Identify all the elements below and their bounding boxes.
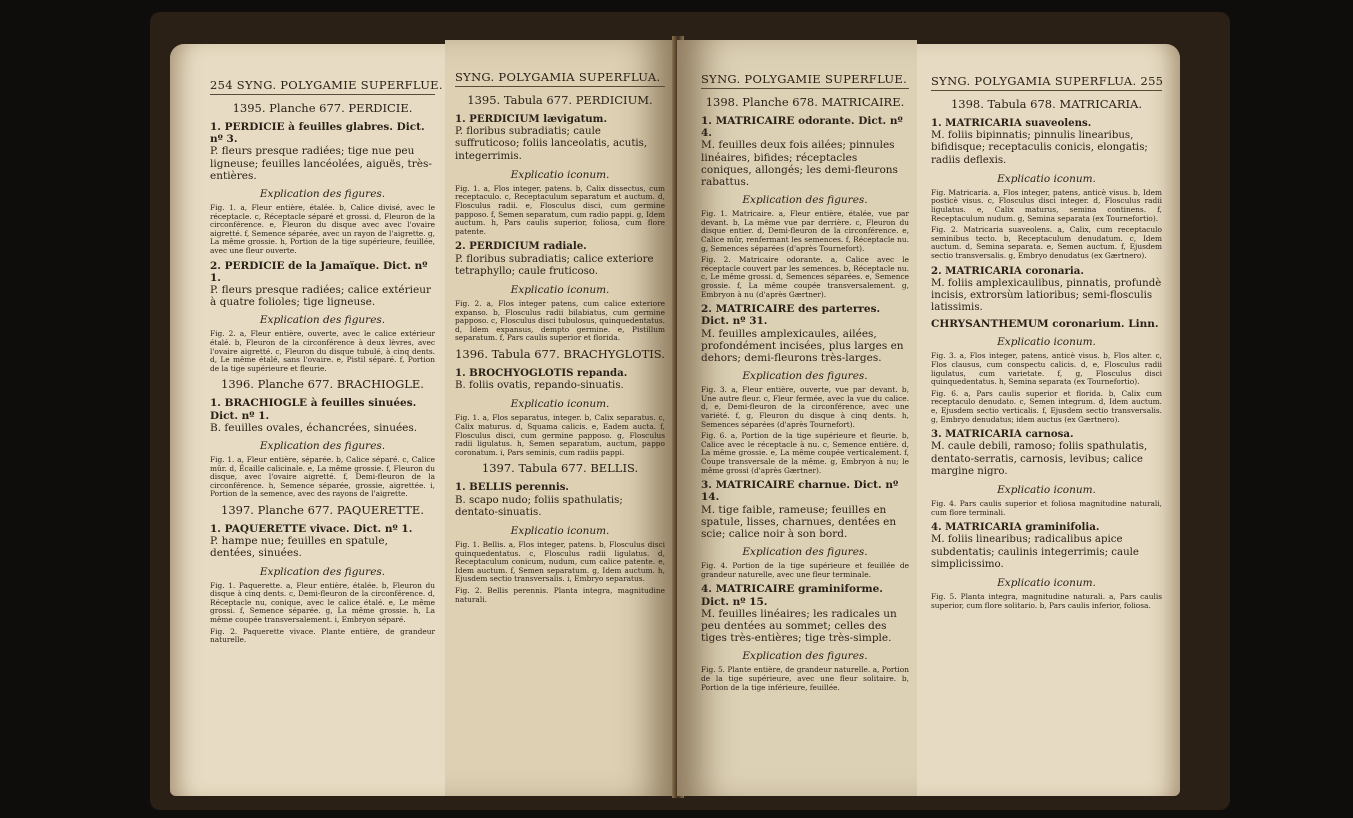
figure-caption: Fig. 1. Paquerette. a, Fleur entière, étalée. b, Fleuron du disque à cinq dents. c, Demi-fleuron de la circonférence. d, Réceptacle nu, conique, avec le calice étalé. e, Le même grossi. f, Semence séparée. g, La même grossie. h, La même coupée transversalement. i, Embryon séparé. [210,580,435,624]
figure-caption: Fig. 4. Pars caulis superior et foliosa magnitudine naturali, cum flore terminali. [931,498,1162,517]
figure-caption: Fig. 2. Bellis perennis. Planta integra, magnitudine naturali. [455,585,665,604]
explication-heading: Explication des figures. [742,370,868,383]
figure-caption: Fig. 6. a, Portion de la tige supérieure et fleurie. b, Calice avec le réceptacle à nu. c, Semence entière. d, La même grossie. e, La même coupée verticalement. f, Coupe transversale de la même. g, Embryon à nu; le même grossi (d'après Gærtner). [701,431,909,475]
explication-heading: Explication des figures. [742,194,868,207]
figure-caption: Fig. 1. Bellis. a, Flos integer, patens. b, Flosculus disci quinquedentatus. c, Flosculus radii ligulatus. d, Receptaculum conicum, nudum, cum calice patente. e, Idem auctum. f, Semen separatum. g, Idem auctum. h, Ejusdem sectio transversalis. i, Embryo separatus. [455,539,665,584]
page-header: SYNG. POLYGAMIA SUPERFLUA. [455,70,665,87]
explication-heading: Explication des figures. [742,650,868,663]
plate-heading: 1398. Tabula 678. MATRICARIA. [950,97,1143,111]
explication-heading: Explicatio iconum. [997,336,1096,349]
explication-heading: Explication des figures. [259,439,386,452]
figure-caption: Fig. 2. Paquerette vivace. Plante entière, de grandeur naturelle. [210,626,435,645]
species-entry: 3. MATRICARIA carnosa. M. caule debili, ramoso; foliis spathulatis, dentato-serratis, carnosis, levibus; calice margine nigro. [931,428,1148,477]
figure-caption: Fig. 1. a, Fleur entière, séparée. b, Calice séparé. c, Calice mûr. d, Écaille calicinale. e, La même grossie. f, Fleuron du disque, avec l'ovaire aigretté. f, Demi-fleuron de la circonférence. h, Semence séparée, grossie, aigrettée. i, Portion de la semence, avec des rayons de l'aigrette. [210,454,435,499]
plate-heading: 1396. Tabula 677. BRACHYGLOTIS. [455,346,665,361]
species-entry: 2. PERDICIE de la Jamaïque. Dict. nº 1. P. fleurs presque radiées; calice extérieur à quatre folioles; tige ligneuse. [210,259,431,309]
species-entry: 2. MATRICARIA coronaria. M. foliis amplexicaulibus, pinnatis, profundè incisis, extrorsùm latioribus; semi-flosculis latissimis. [931,264,1162,314]
explication-heading: Explicatio iconum. [997,576,1096,589]
plate-heading: 1395. Tabula 677. PERDICIUM. [467,93,653,107]
explication-heading: Explication des figures. [742,546,868,559]
species-entry: 1. PAQUERETTE vivace. Dict. nº 1. P. hampe nue; feuilles en spatule, dentées, sinuées. [210,522,413,560]
figure-caption: Fig. 2. a, Fleur entière, ouverte, avec le calice extérieur étalé. b, Fleuron de la circonférence à deux lèvres, avec l'ovaire aigretté. c, Fleuron du disque tubulé, à cinq dents. d, Le même étalé, sans l'ovaire. e, Pistil séparé. f, Portion de la tige supérieure et fleurie. [210,329,435,373]
page-header: SYNG. POLYGAMIA SUPERFLUA. 255 [931,74,1162,91]
species-entry: 1. PERDICIUM lævigatum. P. floribus subradiatis; caule suffruticoso; foliis lanceolatis, acutis, integerrimis. [455,113,648,162]
figure-caption: Fig. 1. a, Fleur entière, étalée. b, Calice divisé, avec le réceptacle. c, Réceptacle séparé et grossi. d, Fleuron de la circonférence. e, Fleuron du disque avec avec l'ovaire aigretté. f, Semence séparée, avec un rayon de l'aigrette. g, La même grossie. h, Portion de la tige supérieure, feuillée, avec une fleur ouverte. [210,203,435,255]
figure-caption: Fig. 3. a, Fleur entière, ouverte, vue par devant. b, Une autre fleur. c, Fleur fermée, avec la vue du calice. d, e, Demi-fleuron de la circonférence, avec une variété. f, g, Fleuron du disque à cinq dents. h, Semences séparées (d'après Tournefort). [701,385,909,429]
page-header: 254 SYNG. POLYGAMIE SUPERFLUE. [210,78,435,95]
explication-heading: Explicatio iconum. [510,524,610,537]
explication-heading: Explicatio iconum. [510,168,610,181]
figure-caption: Fig. 5. Plante entière, de grandeur naturelle. a, Portion de la tige supérieure, avec une fleur solitaire. b, Portion de la tige inférieure, feuillée. [701,665,909,692]
explication-heading: Explicatio iconum. [997,172,1096,185]
species-entry: 1. MATRICARIA suaveolens. M. foliis bipinnatis; pinnulis linearibus, bifidisque; receptaculis conicis, elongatis; radiis deflexis. [931,117,1148,166]
figure-caption: Fig. 5. Planta integra, magnitudine naturali. a, Pars caulis superior, cum flore solitario. b, Pars caulis inferior, foliosa. [931,591,1162,610]
explication-heading: Explicatio iconum. [510,398,610,411]
species-entry: 2. PERDICIUM radiale. P. floribus subradiatis; calice exteriore tetraphyllo; caule fruticoso. [455,240,654,277]
figure-caption: Fig. 2. Matricaria suaveolens. a, Calix, cum receptaculo seminibus tecto. b, Receptaculum denudatum. c, Idem auctum. d, Semina separata. e, Semen auctum. f, Ejusdem sectio transversalis. g, Embryo denudatus (ex Gærtnero). [931,225,1162,260]
explication-heading: Explicatio iconum. [997,483,1096,496]
right-inner-page [677,40,917,796]
figure-caption: Fig. Matricaria. a, Flos integer, patens, anticè visus. b, Idem posticè visus. c, Flosculus disci integer. d, Flosculus radii ligulatus. e, Calix maturus, semina continens. f, Receptaculum nudum. g, Semina separata (ex Tournefortio). [931,187,1162,223]
synonym-heading: CHRYSANTHEMUM coronarium. Linn. [931,318,1159,331]
explication-heading: Explication des figures. [259,188,386,201]
right-outer-page [917,44,1180,796]
species-entry: 1. PERDICIE à feuilles glabres. Dict. nº 3. P. fleurs presque radiées; tige nue peu ligneuse; feuilles lancéolées, aiguës, très-entières. [210,121,432,182]
figure-caption: Fig. 2. Matricaire odorante. a, Calice avec le réceptacle couvert par les semences. b, Réceptacle nu. c, Le même grossi. d, Semences séparées. e, Semence grossie. f, La même coupée transversalement. g, Embryon à nu (d'après Gærtner). [701,255,909,299]
figure-caption: Fig. 1. a, Flos integer, patens. b, Calix dissectus, cum receptaculo. c, Receptaculum separatum et auctum. d, Flosculus radii. e, Flosculus disci, cum germine papposo. f, Semen separatum, cum radio pappi. g, Idem auctum. h, Pars caulis superior, foliosa, cum flore patente. [455,183,665,236]
left-inner-page [445,40,677,796]
species-entry: 4. MATRICARIA graminifolia. M. foliis linearibus; radicalibus apice subdentatis; caulinis integerrimis; caule simplicissimo. [931,521,1139,570]
plate-heading: 1396. Planche 677. BRACHIOGLE. [221,377,424,392]
figure-caption: Fig. 4. Portion de la tige supérieure et feuillée de grandeur naturelle, avec une fleur terminale. [701,561,909,579]
species-entry: 1. BRACHIOGLE à feuilles sinuées. Dict. nº 1. B. feuilles ovales, échancrées, sinuées. [210,397,418,434]
figure-caption: Fig. 1. a, Flos separatus, integer. b, Calix separatus. c, Calix maturus. d, Squama calicis. e, Eadem aucta. f, Flosculus disci, cum germine papposo. g, Flosculus radii ligulatus. h, Semen separatum, auctum, pappo coronatum. i, Pars seminis, cum radiis pappi. [455,413,665,457]
figure-caption: Fig. 2. a, Flos integer patens, cum calice exteriore expanso. b, Flosculus radii bilabiatus, cum germine papposo. c, Flosculus disci tubulosus, quinquedentatus. d, Idem expansus, dempto germine. e, Pistillum separatum. f, Pars caulis superior et florida. [455,298,665,343]
plate-heading: 1395. Planche 677. PERDICIE. [232,101,413,115]
species-entry: 1. BELLIS perennis. B. scapo nudo; foliis spathulatis; dentato-sinuatis. [455,481,623,518]
plate-heading: 1397. Planche 677. PAQUERETTE. [221,502,424,517]
left-outer-page [170,44,445,796]
explication-heading: Explicatio iconum. [510,283,610,296]
species-entry: 1. MATRICAIRE odorante. Dict. nº 4. M. feuilles deux fois ailées; pinnules linéaires, bifides; réceptacles coniques, allongés; les demi-fleurons rabattus. [701,115,903,189]
species-entry: 1. BROCHYOGLOTIS repanda. B. foliis ovatis, repando-sinuatis. [455,366,628,392]
page-header: SYNG. POLYGAMIE SUPERFLUE. [701,72,909,89]
species-entry: 3. MATRICAIRE charnue. Dict. nº 14. M. tige faible, rameuse; feuilles en spatule, lisses, charnues, dentées en scie; calice noir à son bord. [701,479,899,540]
plate-heading: 1397. Tabula 677. BELLIS. [481,461,639,476]
species-entry: 2. MATRICAIRE des parterres. Dict. nº 31. M. feuilles amplexicaules, ailées, profondément incisées, plus larges en dehors; demi-fleurons très-larges. [701,303,904,364]
figure-caption: Fig. 3. a, Flos integer, patens, anticè visus. b, Flos alter. c, Flos clausus, cum conspectu calicis. d, e, Flosculus radii ligulatus, cum varietate. f, g, Flosculus disci quinquedentatus. h, Semina separata (ex Tournefortio). [931,351,1162,387]
explication-heading: Explication des figures. [259,314,386,327]
plate-heading: 1398. Planche 678. MATRICAIRE. [705,95,905,109]
species-entry: 4. MATRICAIRE graminiforme. Dict. nº 15. M. feuilles linéaires; les radicales un peu dentées au sommet; celles des tiges très-entières; tige très-simple. [701,583,897,645]
figure-caption: Fig. 1. Matricaire. a, Fleur entière, étalée, vue par devant. b, La même vue par derrière. c, Fleuron du disque entier. d, Demi-fleuron de la circonférence. e, Calice mûr, renfermant les semences. f, Réceptacle nu. g, Semences séparées (d'après Tournefort). [701,209,909,253]
explication-heading: Explication des figures. [259,565,386,578]
figure-caption: Fig. 6. a, Pars caulis superior et florida. b, Calix cum receptaculo denudato. c, Semen integrum. d, Idem auctum. e, Ejusdem sectio verticalis. f, Ejusdem sectio transversalis. g, Embryo denudatus; idem auctus (ex Gærtnero). [931,388,1162,424]
